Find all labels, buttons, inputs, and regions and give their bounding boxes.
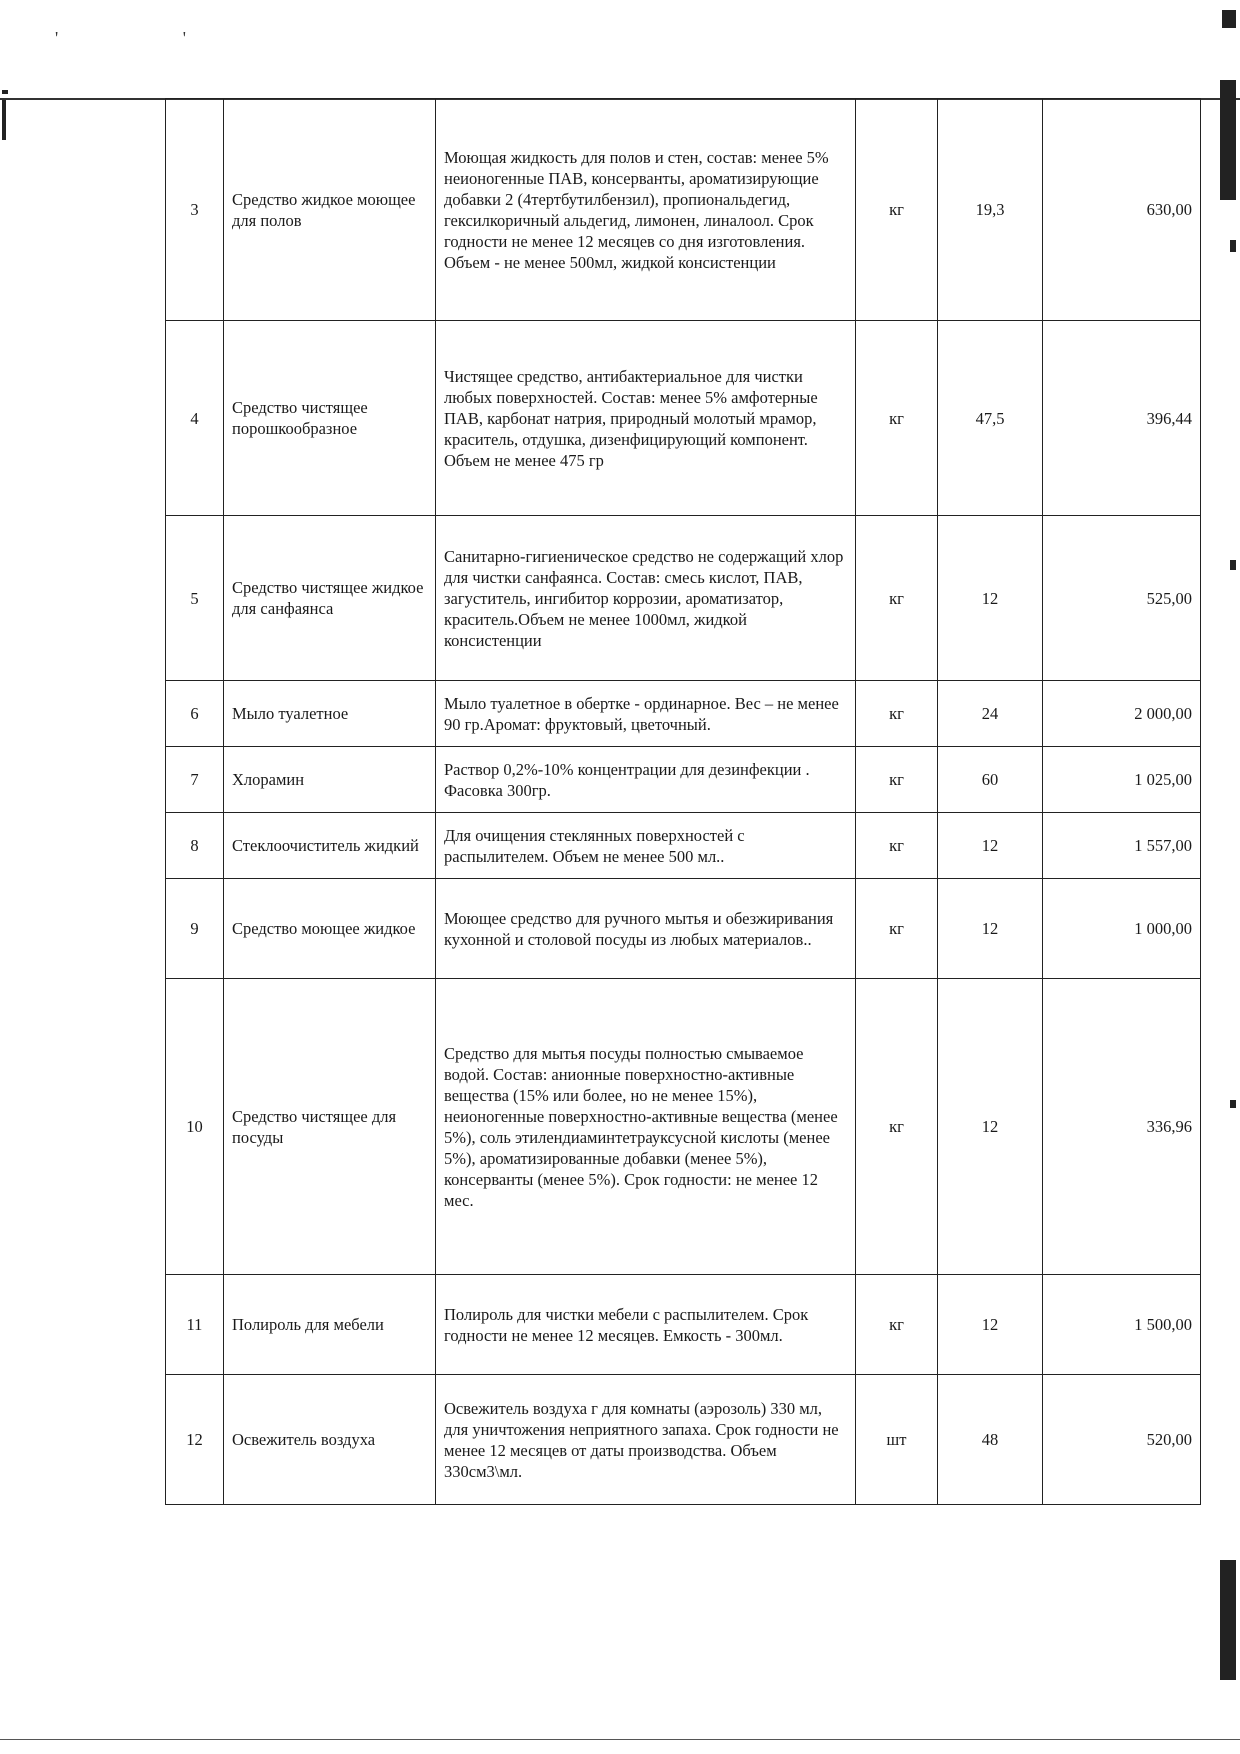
item-name: Полироль для мебели xyxy=(224,1275,436,1375)
item-unit: кг xyxy=(856,516,938,681)
item-description: Полироль для чистки мебели с распылителем. Срок годности не менее 12 месяцев. Емкость - 300мл. xyxy=(436,1275,856,1375)
item-description: Для очищения стеклянных поверхностей с распылителем. Объем не менее 500 мл.. xyxy=(436,813,856,879)
item-price: 1 000,00 xyxy=(1043,879,1201,979)
item-unit: кг xyxy=(856,979,938,1275)
item-quantity: 12 xyxy=(938,979,1043,1275)
item-price: 396,44 xyxy=(1043,321,1201,516)
item-name: Хлорамин xyxy=(224,747,436,813)
item-name: Средство моющее жидкое xyxy=(224,879,436,979)
table-row xyxy=(166,813,1201,879)
row-number: 9 xyxy=(166,879,224,979)
bottom-rule xyxy=(0,1739,1240,1740)
row-number: 6 xyxy=(166,681,224,747)
item-price: 2 000,00 xyxy=(1043,681,1201,747)
item-description: Моющее средство для ручного мытья и обезжиривания кухонной и столовой посуды из любых материалов.. xyxy=(436,879,856,979)
item-name: Мыло туалетное xyxy=(224,681,436,747)
item-unit: кг xyxy=(856,747,938,813)
item-description: Мыло туалетное в обертке - ординарное. Вес – не менее 90 гр.Аромат: фруктовый, цветочный. xyxy=(436,681,856,747)
item-name: Средство чистящее жидкое для санфаянса xyxy=(224,516,436,681)
scan-edge-barcode xyxy=(1218,0,1240,1754)
item-quantity: 24 xyxy=(938,681,1043,747)
item-unit: кг xyxy=(856,321,938,516)
row-number: 10 xyxy=(166,979,224,1275)
item-name: Средство чистящее порошкообразное xyxy=(224,321,436,516)
item-unit: кг xyxy=(856,1275,938,1375)
item-quantity: 12 xyxy=(938,813,1043,879)
table-row xyxy=(166,747,1201,813)
table-row xyxy=(166,99,1201,321)
item-unit: шт xyxy=(856,1375,938,1505)
item-price: 525,00 xyxy=(1043,516,1201,681)
item-description: Чистящее средство, антибактериальное для чистки любых поверхностей. Состав: менее 5% амфотерные ПАВ, карбонат натрия, природный молотый мрамор, краситель, отдушка, дизенфицирующий компонент. Объем не менее 475 гр xyxy=(436,321,856,516)
row-number: 12 xyxy=(166,1375,224,1505)
item-name: Стеклоочиститель жидкий xyxy=(224,813,436,879)
row-number: 7 xyxy=(166,747,224,813)
item-description: Раствор 0,2%-10% концентрации для дезинфекции . Фасовка 300гр. xyxy=(436,747,856,813)
item-quantity: 12 xyxy=(938,1275,1043,1375)
item-price: 1 500,00 xyxy=(1043,1275,1201,1375)
item-description: Санитарно-гигиеническое средство не содержащий хлор для чистки санфаянса. Состав: смесь кислот, ПАВ, загуститель, ингибитор коррозии, ароматизатор, краситель.Объем не менее 1000мл, жидкой консистенции xyxy=(436,516,856,681)
goods-specification-table xyxy=(165,98,1201,1505)
item-price: 630,00 xyxy=(1043,99,1201,321)
table-row xyxy=(166,516,1201,681)
item-name: Освежитель воздуха xyxy=(224,1375,436,1505)
item-quantity: 60 xyxy=(938,747,1043,813)
row-number: 5 xyxy=(166,516,224,681)
left-edge-marks xyxy=(0,90,10,150)
item-price: 1 557,00 xyxy=(1043,813,1201,879)
item-quantity: 19,3 xyxy=(938,99,1043,321)
item-unit: кг xyxy=(856,681,938,747)
table-row xyxy=(166,681,1201,747)
table-row xyxy=(166,979,1201,1275)
item-description: Средство для мытья посуды полностью смываемое водой. Состав: анионные поверхностно-активные вещества (15% или более, но не менее 15%), неионогенные поверхностно-активные вещества (менее 5%), соль этилендиаминтетрауксусной кислоты (менее 5%), ароматизированные добавки (менее 5%), консерванты (менее 5%). Срок годности: не менее 12 мес. xyxy=(436,979,856,1275)
table-row xyxy=(166,879,1201,979)
item-price: 1 025,00 xyxy=(1043,747,1201,813)
item-quantity: 12 xyxy=(938,516,1043,681)
item-description: Освежитель воздуха г для комнаты (аэрозоль) 330 мл, для уничтожения неприятного запаха. Срок годности не менее 12 месяцев от даты производства. Объем 330см3\мл. xyxy=(436,1375,856,1505)
row-number: 3 xyxy=(166,99,224,321)
item-unit: кг xyxy=(856,879,938,979)
item-description: Моющая жидкость для полов и стен, состав: менее 5% неионогенные ПАВ, консерванты, ароматизирующие добавки 2 (4тертбутилбензил), пропиональдегид, гексилкоричный альдегид, лимонен, линалоол. Срок годности не менее 12 месяцев со дня изготовления. Объем - не менее 500мл, жидкой консистенции xyxy=(436,99,856,321)
table-row xyxy=(166,1375,1201,1505)
item-quantity: 12 xyxy=(938,879,1043,979)
item-unit: кг xyxy=(856,813,938,879)
table-row xyxy=(166,1275,1201,1375)
item-quantity: 47,5 xyxy=(938,321,1043,516)
table-row xyxy=(166,321,1201,516)
item-unit: кг xyxy=(856,99,938,321)
row-number: 4 xyxy=(166,321,224,516)
item-price: 520,00 xyxy=(1043,1375,1201,1505)
scan-marks: ' ' xyxy=(55,28,246,48)
item-quantity: 48 xyxy=(938,1375,1043,1505)
item-name: Средство чистящее для посуды xyxy=(224,979,436,1275)
item-name: Средство жидкое моющее для полов xyxy=(224,99,436,321)
row-number: 11 xyxy=(166,1275,224,1375)
row-number: 8 xyxy=(166,813,224,879)
item-price: 336,96 xyxy=(1043,979,1201,1275)
